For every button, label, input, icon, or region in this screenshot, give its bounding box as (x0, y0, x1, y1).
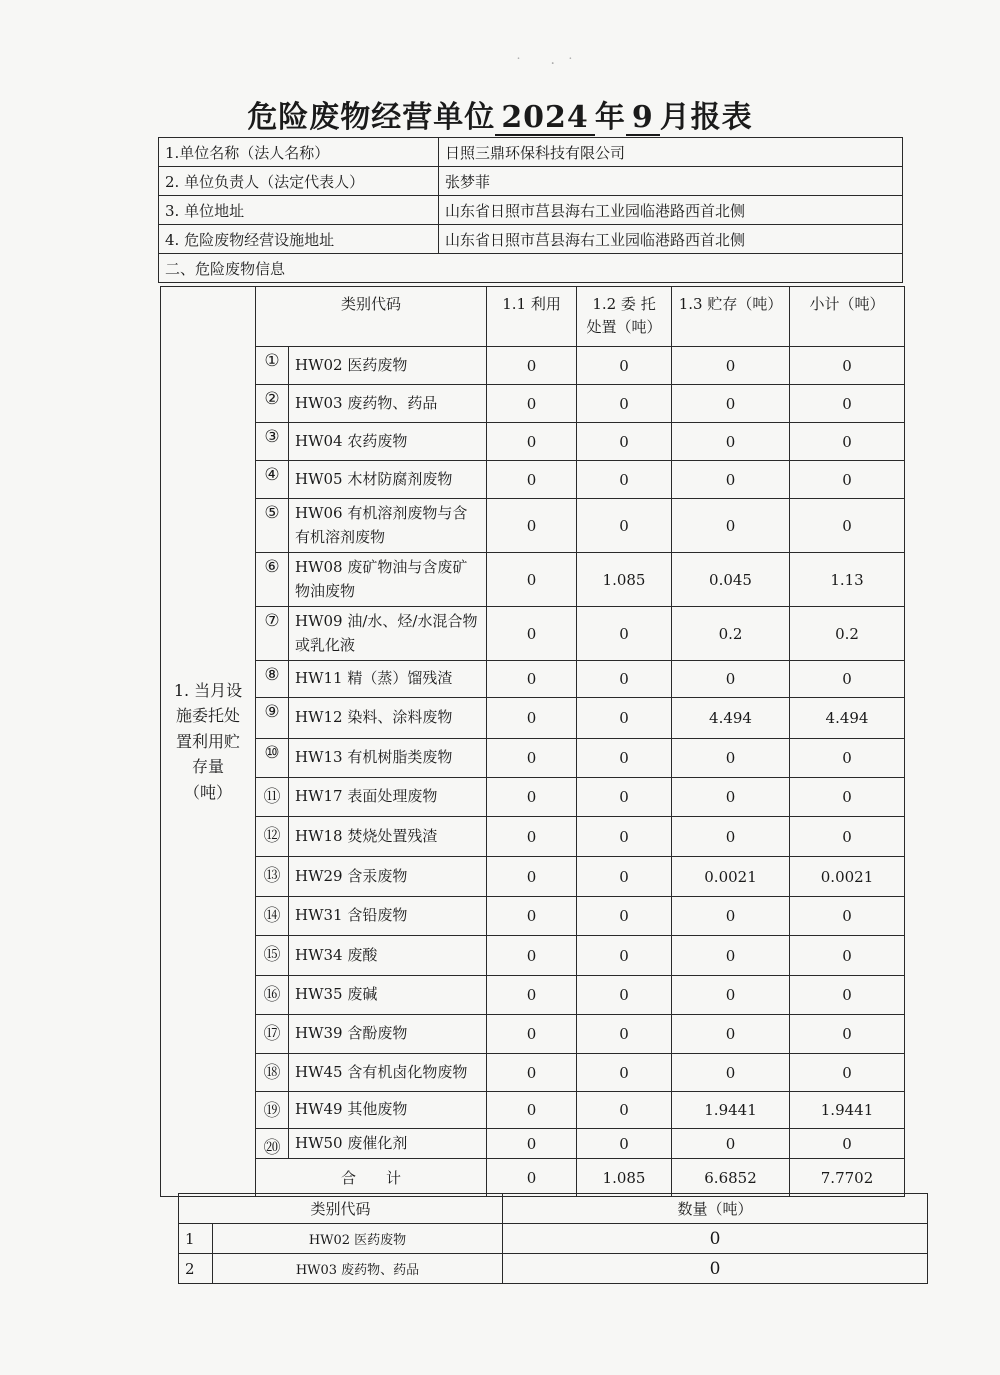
waste-row (161, 1054, 905, 1092)
waste-no: ⑱ (256, 1054, 289, 1092)
waste-no: ⑬ (256, 857, 289, 897)
waste-name (289, 1054, 487, 1092)
report-title (0, 92, 1000, 136)
waste-store: 4.494 (672, 698, 790, 739)
waste-no: ④ (256, 461, 289, 499)
info-row (159, 167, 903, 196)
waste-entrust: 0 (577, 857, 672, 897)
waste-name-line: HW02 医药废物 (295, 355, 408, 374)
waste-entrust: 0 (577, 936, 672, 976)
header-entrust (577, 287, 672, 347)
info-label: 3. 单位地址 (159, 196, 439, 225)
list-qty: 0 (503, 1224, 928, 1254)
waste-subtotal: 0 (790, 739, 905, 778)
waste-name (289, 897, 487, 936)
unit-info-table (158, 137, 903, 283)
total-entrust: 1.085 (577, 1159, 672, 1197)
list-row (179, 1254, 928, 1284)
waste-store: 0 (672, 347, 790, 385)
waste-name-line: HW03 废药物、药品 (295, 393, 438, 412)
waste-no: ⑲ (256, 1092, 289, 1129)
waste-store: 0 (672, 936, 790, 976)
waste-table (160, 286, 905, 1197)
side-label-line: 施委托处 (175, 706, 240, 726)
waste-entrust: 0 (577, 499, 672, 553)
info-value: 日照三鼎环保科技有限公司 (439, 138, 903, 167)
waste-store: 0 (672, 461, 790, 499)
list-no: 2 (179, 1254, 213, 1284)
header-subtotal: 小计（吨） (790, 287, 905, 347)
waste-row (161, 897, 905, 936)
waste-entrust: 0 (577, 1092, 672, 1129)
waste-row (161, 347, 905, 385)
waste-subtotal: 0 (790, 385, 905, 423)
waste-store: 0 (672, 739, 790, 778)
waste-name (289, 817, 487, 857)
waste-no: ⑮ (256, 936, 289, 976)
waste-store: 1.9441 (672, 1092, 790, 1129)
list-qty: 0 (503, 1254, 928, 1284)
waste-use: 0 (487, 607, 577, 661)
waste-entrust: 0 (577, 347, 672, 385)
waste-no: ⑭ (256, 897, 289, 936)
waste-subtotal: 4.494 (790, 698, 905, 739)
waste-name (289, 1092, 487, 1129)
waste-name-line: 物油废物 (295, 581, 356, 600)
waste-row (161, 553, 905, 607)
waste-name-line: 或乳化液 (295, 635, 356, 654)
waste-use: 0 (487, 1129, 577, 1159)
list-header-row (179, 1194, 928, 1224)
waste-name-line: HW17 表面处理废物 (295, 787, 438, 806)
waste-no: ⑳ (256, 1129, 289, 1159)
title-year-label: 年 (594, 100, 626, 135)
total-store: 6.6852 (672, 1159, 790, 1197)
waste-name-line: HW35 废碱 (295, 985, 378, 1004)
title-month: 9 (626, 102, 660, 136)
waste-no: ⑧ (256, 661, 289, 698)
waste-subtotal: 1.13 (790, 553, 905, 607)
waste-name-line: HW13 有机树脂类废物 (295, 748, 453, 767)
title-prefix: 危险废物经营单位 (247, 100, 496, 135)
info-value: 山东省日照市莒县海右工业园临港路西首北侧 (439, 196, 903, 225)
header-entrust-line2: 处置（吨） (586, 317, 662, 336)
waste-no: ⑤ (256, 499, 289, 553)
waste-no: ⑯ (256, 976, 289, 1015)
waste-entrust: 0 (577, 698, 672, 739)
info-row (159, 138, 903, 167)
header-entrust-line1: 1.2 委 托 (592, 295, 656, 313)
waste-subtotal: 1.9441 (790, 1092, 905, 1129)
waste-use: 0 (487, 461, 577, 499)
waste-subtotal: 0 (790, 936, 905, 976)
waste-row (161, 1129, 905, 1159)
waste-use: 0 (487, 1092, 577, 1129)
waste-entrust: 0 (577, 778, 672, 817)
waste-subtotal: 0 (790, 461, 905, 499)
header-store: 1.3 贮存（吨） (672, 287, 790, 347)
total-subtotal: 7.7702 (790, 1159, 905, 1197)
waste-row (161, 385, 905, 423)
section2-heading: 二、危险废物信息 (159, 254, 903, 283)
waste-name (289, 936, 487, 976)
waste-name-line: HW29 含汞废物 (295, 866, 408, 885)
waste-subtotal: 0 (790, 1015, 905, 1054)
waste-name-line: HW11 精（蒸）馏残渣 (295, 669, 453, 688)
waste-entrust: 0 (577, 423, 672, 461)
waste-row (161, 661, 905, 698)
waste-no: ⑰ (256, 1015, 289, 1054)
info-label: 4. 危险废物经营设施地址 (159, 225, 439, 254)
waste-entrust: 0 (577, 461, 672, 499)
waste-use: 0 (487, 976, 577, 1015)
section2-row (159, 254, 903, 283)
waste-subtotal: 0 (790, 817, 905, 857)
waste-row (161, 499, 905, 553)
waste-entrust: 0 (577, 661, 672, 698)
waste-entrust: 0 (577, 385, 672, 423)
waste-name (289, 1015, 487, 1054)
waste-entrust: 0 (577, 897, 672, 936)
waste-store: 0.045 (672, 553, 790, 607)
waste-use: 0 (487, 739, 577, 778)
waste-name (289, 553, 487, 607)
waste-row (161, 857, 905, 897)
waste-name (289, 423, 487, 461)
waste-store: 0.0021 (672, 857, 790, 897)
waste-store: 0 (672, 1015, 790, 1054)
waste-use: 0 (487, 1054, 577, 1092)
waste-row (161, 1015, 905, 1054)
list-row (179, 1224, 928, 1254)
waste-name-line: HW09 油/水、烃/水混合物 (295, 612, 478, 631)
waste-store: 0 (672, 817, 790, 857)
waste-store: 0 (672, 661, 790, 698)
waste-row (161, 607, 905, 661)
waste-use: 0 (487, 897, 577, 936)
waste-name (289, 499, 487, 553)
scan-specks: ˙ ·˙ (515, 56, 586, 72)
waste-no: ③ (256, 423, 289, 461)
waste-entrust: 0 (577, 976, 672, 1015)
waste-subtotal: 0 (790, 778, 905, 817)
list-header-qty: 数量（吨） (503, 1194, 928, 1224)
total-use: 0 (487, 1159, 577, 1197)
waste-subtotal: 0 (790, 661, 905, 698)
waste-no: ⑥ (256, 553, 289, 607)
waste-name-line: HW50 废催化剂 (295, 1133, 408, 1152)
waste-use: 0 (487, 553, 577, 607)
waste-name-line: HW04 农药废物 (295, 431, 408, 450)
info-label: 2. 单位负责人（法定代表人） (159, 167, 439, 196)
waste-name-line: HW08 废矿物油与含废矿 (295, 558, 468, 577)
waste-name (289, 698, 487, 739)
waste-no: ⑪ (256, 778, 289, 817)
waste-name-line: HW06 有机溶剂废物与含 (295, 504, 468, 523)
title-month-label: 月报表 (659, 100, 753, 135)
waste-name-line: HW12 染料、涂料废物 (295, 708, 453, 727)
waste-row (161, 817, 905, 857)
header-code: 类别代码 (256, 287, 487, 347)
waste-name (289, 857, 487, 897)
waste-row (161, 976, 905, 1015)
waste-store: 0 (672, 499, 790, 553)
waste-total-row (161, 1159, 905, 1197)
waste-name-line: HW31 含铅废物 (295, 906, 408, 925)
waste-entrust: 0 (577, 1054, 672, 1092)
total-label: 合 计 (256, 1159, 487, 1197)
waste-name (289, 739, 487, 778)
waste-name (289, 661, 487, 698)
waste-no: ⑫ (256, 817, 289, 857)
waste-subtotal: 0.2 (790, 607, 905, 661)
waste-name (289, 607, 487, 661)
waste-use: 0 (487, 423, 577, 461)
waste-name-line: HW18 焚烧处置残渣 (295, 826, 438, 845)
waste-no: ⑩ (256, 739, 289, 778)
waste-entrust: 0 (577, 739, 672, 778)
waste-row (161, 423, 905, 461)
waste-entrust: 0 (577, 817, 672, 857)
waste-use: 0 (487, 698, 577, 739)
waste-subtotal: 0 (790, 976, 905, 1015)
waste-store: 0 (672, 423, 790, 461)
waste-use: 0 (487, 778, 577, 817)
waste-header-row (161, 287, 905, 347)
waste-use: 0 (487, 1015, 577, 1054)
waste-row (161, 1092, 905, 1129)
waste-entrust: 1.085 (577, 553, 672, 607)
waste-entrust: 0 (577, 1015, 672, 1054)
waste-subtotal: 0.0021 (790, 857, 905, 897)
waste-row (161, 698, 905, 739)
waste-use: 0 (487, 385, 577, 423)
waste-name (289, 976, 487, 1015)
waste-name (289, 461, 487, 499)
list-header-code: 类别代码 (179, 1194, 503, 1224)
waste-use: 0 (487, 817, 577, 857)
waste-no: ⑦ (256, 607, 289, 661)
list-name: HW02 医药废物 (213, 1224, 503, 1254)
waste-no: ⑨ (256, 698, 289, 739)
waste-row (161, 936, 905, 976)
waste-store: 0 (672, 385, 790, 423)
waste-store: 0 (672, 897, 790, 936)
side-label (161, 287, 256, 1197)
info-value: 张梦菲 (439, 167, 903, 196)
waste-name-line: HW45 含有机卤化物废物 (295, 1062, 468, 1081)
waste-name (289, 1129, 487, 1159)
waste-entrust: 0 (577, 1129, 672, 1159)
info-row (159, 225, 903, 254)
side-label-line: 1. 当月设 (173, 680, 243, 700)
list-no: 1 (179, 1224, 213, 1254)
waste-name-line: HW05 木材防腐剂废物 (295, 469, 453, 488)
waste-use: 0 (487, 936, 577, 976)
title-year: 2024 (495, 102, 595, 136)
category-list-table (178, 1193, 928, 1284)
waste-use: 0 (487, 661, 577, 698)
waste-no: ① (256, 347, 289, 385)
waste-use: 0 (487, 499, 577, 553)
waste-name-line: HW49 其他废物 (295, 1100, 408, 1119)
waste-use: 0 (487, 857, 577, 897)
waste-store: 0.2 (672, 607, 790, 661)
info-value: 山东省日照市莒县海右工业园临港路西首北侧 (439, 225, 903, 254)
waste-name-line: 有机溶剂废物 (295, 527, 386, 546)
waste-subtotal: 0 (790, 423, 905, 461)
waste-entrust: 0 (577, 607, 672, 661)
side-label-line: 置利用贮 (175, 731, 240, 751)
waste-name (289, 778, 487, 817)
waste-store: 0 (672, 976, 790, 1015)
waste-no: ② (256, 385, 289, 423)
info-label: 1.单位名称（法人名称） (159, 138, 439, 167)
waste-subtotal: 0 (790, 347, 905, 385)
waste-name (289, 347, 487, 385)
info-row (159, 196, 903, 225)
waste-subtotal: 0 (790, 1054, 905, 1092)
list-name: HW03 废药物、药品 (213, 1254, 503, 1284)
waste-row (161, 461, 905, 499)
waste-store: 0 (672, 778, 790, 817)
waste-row (161, 778, 905, 817)
waste-subtotal: 0 (790, 897, 905, 936)
waste-subtotal: 0 (790, 499, 905, 553)
waste-subtotal: 0 (790, 1129, 905, 1159)
side-label-line: 存量（吨） (183, 757, 232, 802)
waste-name-line: HW34 废酸 (295, 945, 378, 964)
waste-name (289, 385, 487, 423)
waste-use: 0 (487, 347, 577, 385)
waste-row (161, 739, 905, 778)
waste-name-line: HW39 含酚废物 (295, 1024, 408, 1043)
waste-store: 0 (672, 1054, 790, 1092)
header-use: 1.1 利用 (487, 287, 577, 347)
waste-store: 0 (672, 1129, 790, 1159)
